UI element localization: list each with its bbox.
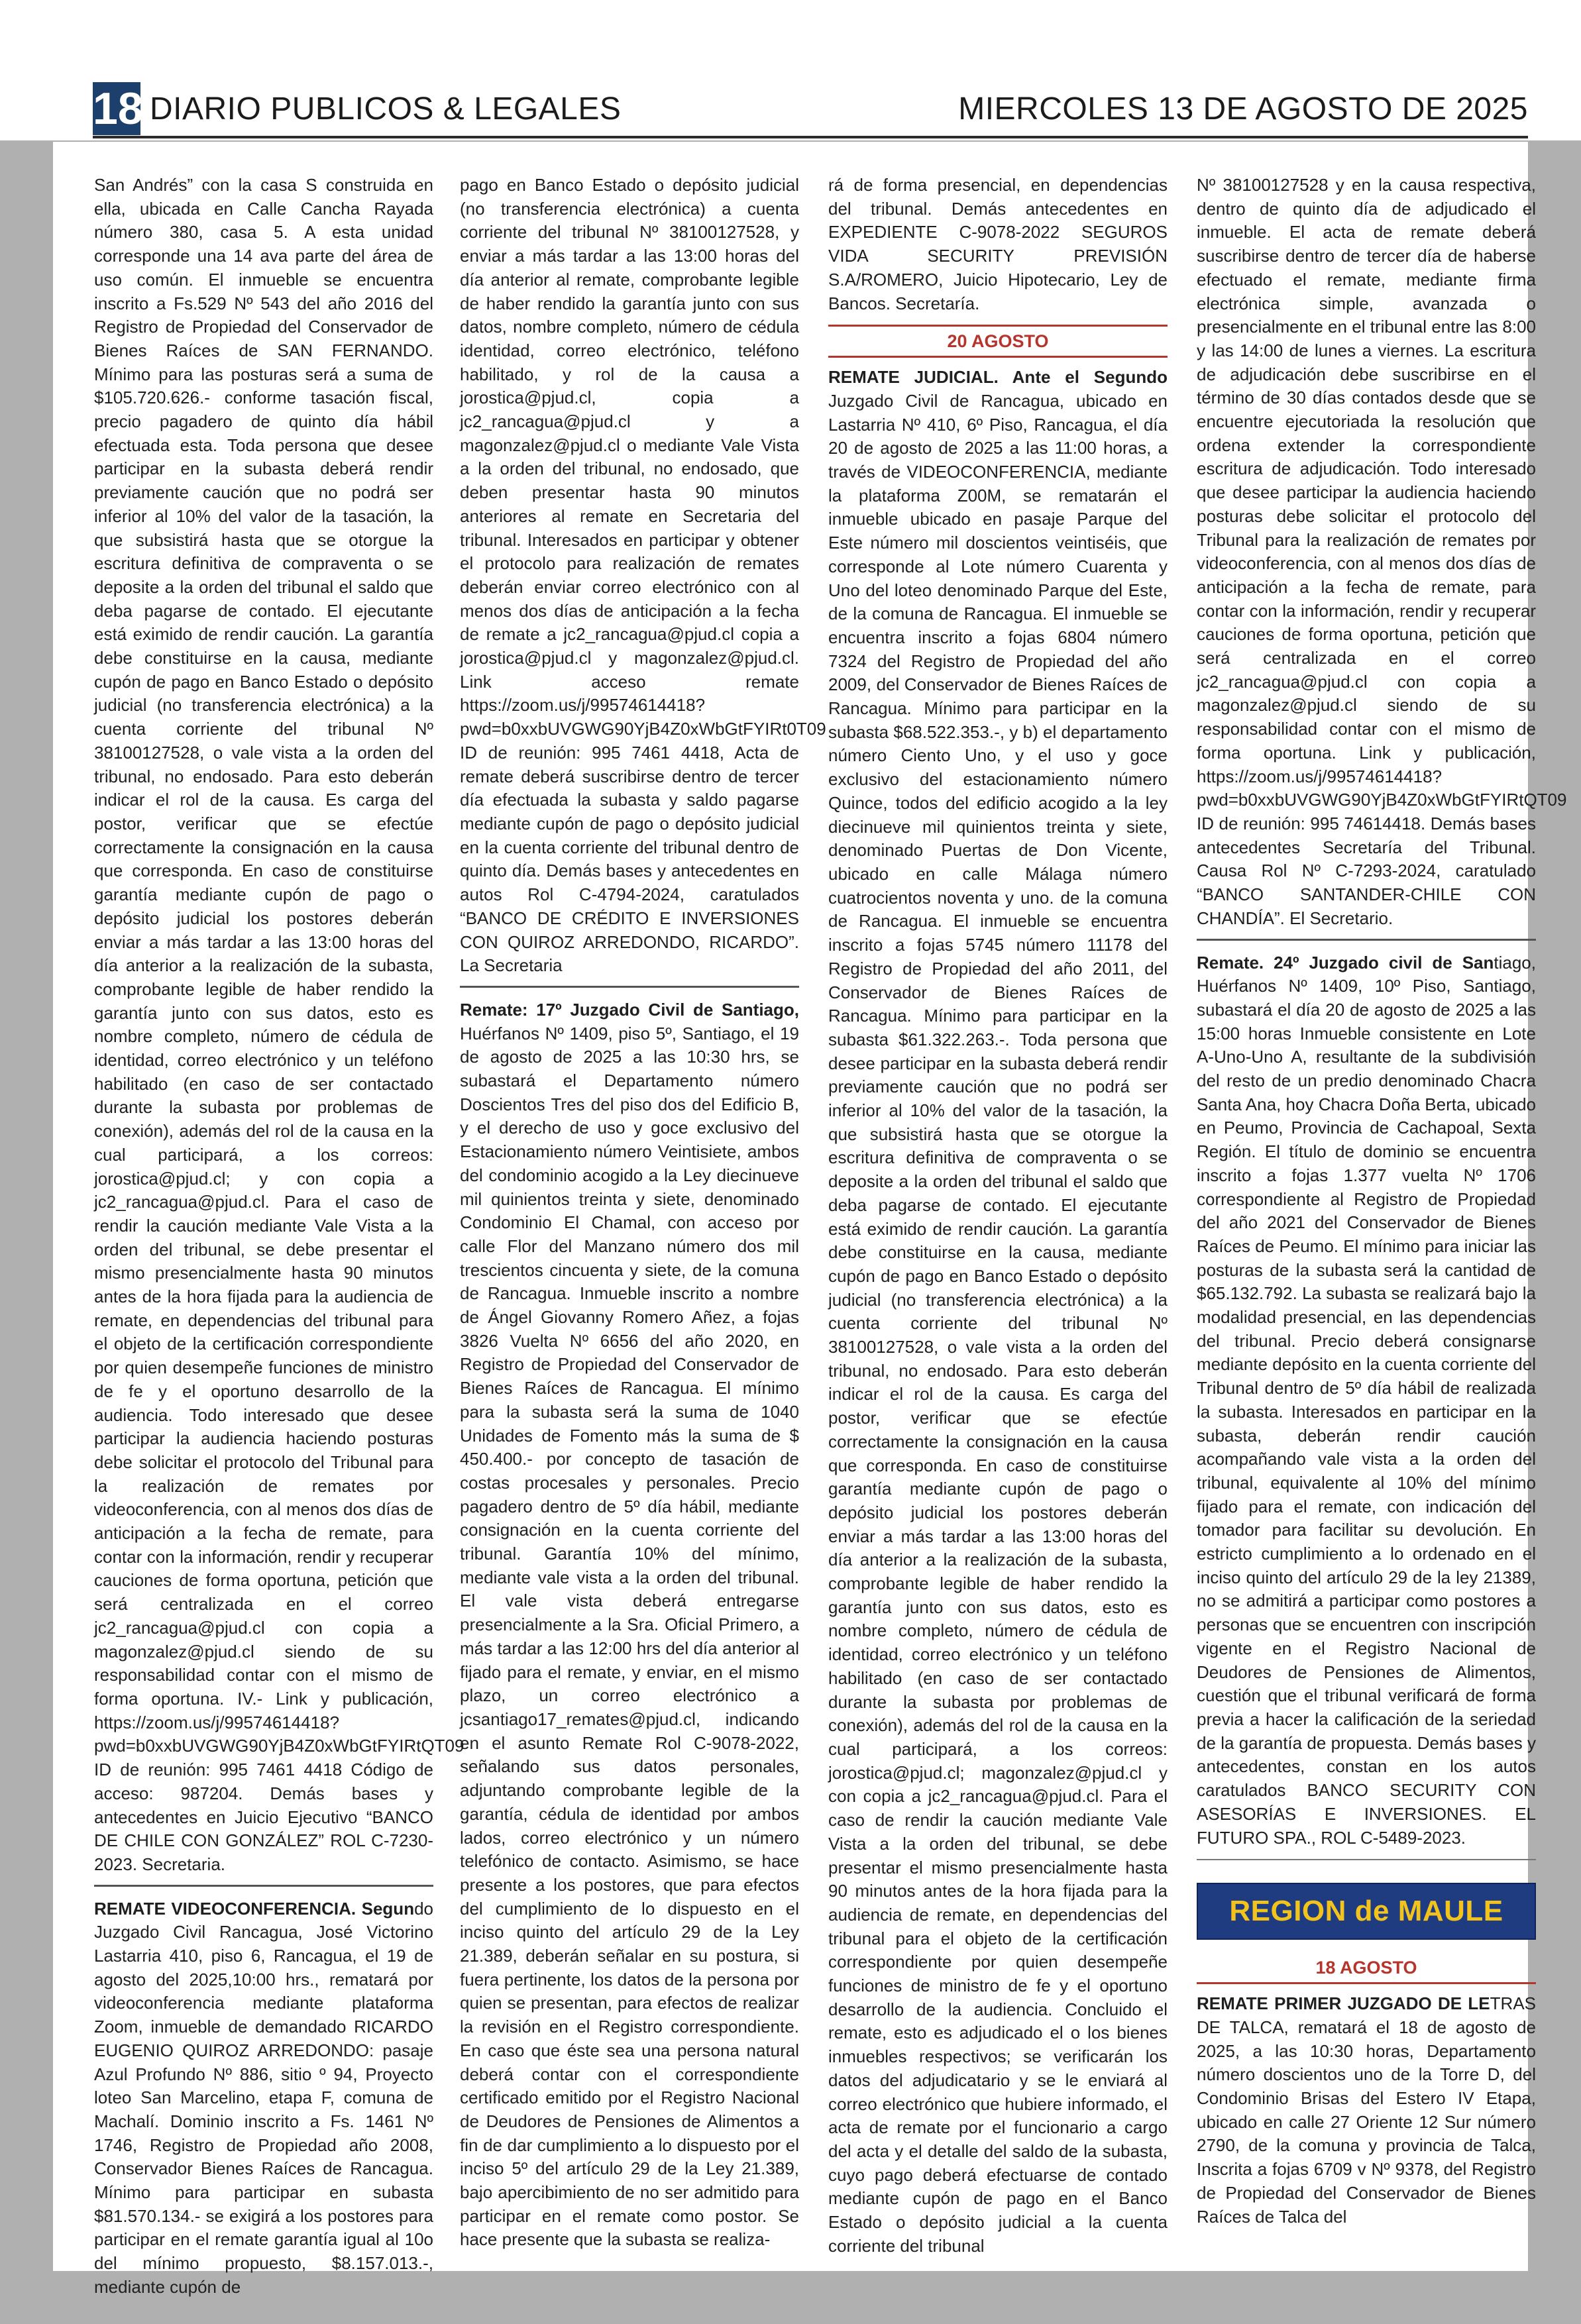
notice-text [94,1897,433,2299]
column-4 [1197,174,1567,2260]
notice-divider [1197,1859,1536,1860]
date-heading: 20 AGOSTO [947,331,1049,352]
notice-divider [94,1885,433,1887]
notice-text: pago en Banco Estado o depósito judicial (no transferencia electrónica) a cuenta corriente del tribunal Nº 38100127528, y enviar a más tardar a las 13:00 horas del día anterior al remate, comprobante legible de haber rendido la garantía junto con sus datos, nombre completo, número de cédula identidad, correo electrónico, teléfono habilitado, y rol de la causa a jorostica@pjud.cl, copia a jc2_rancagua@pjud.cl y a magonzalez@pjud.cl o mediante Vale Vista a la orden del tribunal, no endosado, que deben presentar hasta 90 minutos anteriores al remate en Secretaria del tribunal. Interesados en participar y obtener el protocolo para realización de remates deberán enviar correo electrónico con al menos dos días de anticipación a la fecha de remate a jc2_rancagua@pjud.cl copia a jorostica@pjud.cl y magonzalez@pjud.cl. Link acceso remate https://zoom.us/j/99574614418?pwd=b0xxbUVGWG90YjB4Z0xWbGtFYIRt0T09 ID de reunión: 995 7461 4418, Acta de remate deberá suscribirse dentro de tercer día efectuada la subasta y saldo pagarse mediante cupón de pago o depósito judicial en la cuenta corriente del tribunal dentro de quinto día. Demás bases y antecedentes en autos Rol C-4794-2024, caratulados “BANCO DE CRÉDITO E INVERSIONES CON QUIROZ ARREDONDO, RICARDO”. La Secretaria [460,175,826,976]
page-header [0,0,1581,140]
column-2 [460,174,826,2260]
notice-divider [1197,939,1536,941]
notice-text: San Andrés” con la casa S construida en ella, ubicada en Calle Cancha Rayada número 380, casa 5. A esta unidad corresponde una 14 ava parte del área de uso común. El inmueble se encuentra inscrito a Fs.529 Nº 543 del año 2016 del Registro de Propiedad del Conservador de Bienes Raíces de SAN FERNANDO. Mínimo para las posturas será a suma de $105.720.626.- conforme tasación fiscal, precio pagadero de quinto día hábil efectuada esta. Toda persona que desee participar en la subasta deberá rendir previamente caución que no podrá ser inferior al 10% del valor de la tasación, la que subsistirá hasta que se otorgue la escritura definitiva de compraventa o se deposite a la orden del tribunal el saldo que deba pagarse de contado. El ejecutante está eximido de rendir caución. La garantía debe constituirse en la causa, mediante cupón de pago en Banco Estado o depósito judicial (no transferencia electrónica) a la cuenta corriente del tribunal Nº 38100127528, o vale vista a la orden del tribunal, no endosado. Para esto deberán indicar el rol de la causa. Es carga del postor, verificar que se efectúe correctamente la consignación en la causa que corresponda. En caso de constituirse garantía mediante cupón de pago o depósito judicial los postores deberán enviar a más tardar a las 13:00 horas del día anterior a la realización de la subasta, comprobante legible de haber rendido la garantía junto con sus datos, esto es nombre completo, número de cédula de identidad, correo electrónico y un teléfono habilitado (en caso de ser contactado durante la subasta por problemas de conexión), además del rol de la causa en la cual participará, a los correos: jorostica@pjud.cl; y con copia a jc2_rancagua@pjud.cl. Para el caso de rendir la caución mediante Vale Vista a la orden del tribunal, se debe presentar el mismo presencialmente hasta 90 minutos antes de la hora fijada para la audiencia de remate, en dependencias del tribunal para el objeto de la certificación correspondiente por quien desempeñe funciones de ministro de fe y el oportuno desarrollo de la audiencia. Todo interesado que desee participar la audiencia haciendo posturas debe solicitar el protocolo del Tribunal para la realización de remates por videoconferencia, con al menos dos días de anticipación a la fecha de remate, para contar con la información, rendir y recuperar cauciones de forma oportuna, petición que será centralizada en el correo jc2_rancagua@pjud.cl con copia a magonzalez@pjud.cl siendo de su responsabilidad contar con el mismo de forma oportuna. IV.- Link y publicación, https://zoom.us/j/99574614418?pwd=b0xxbUVGWG90YjB4Z0xWbGtFYIRtQT09 ID de reunión: 995 7461 4418 Código de acceso: 987204. Demás bases y antecedentes en Juicio Ejecutivo “BANCO DE CHILE CON GONZÁLEZ” ROL C-7230-2023. Secretaria. [94,175,464,1874]
notice-divider [460,986,799,988]
region-banner [1197,1883,1536,1940]
notice-lead: Remate. 24º Juzgado civil de San [1197,952,1494,973]
notice-body: tiago, Huérfanos Nº 1409, 10º Piso, Santiago, subastará el día 20 de agosto de 2025 a las 15:00 horas Inmueble consistente en Lote A-Uno-Uno A, resultante de la subdivisión del resto de un predio denominado Chacra Santa Ana, hoy Chacra Doña Berta, ubicado en Peumo, Provincia de Cachapoal, Sexta Región. El título de dominio se encuentra inscrito a fojas 1.377 vuelta Nº 1706 correspondiente al Registro de Propiedad del año 2021 del Conservador de Bienes Raíces de Peumo. El mínimo para iniciar las posturas de la subasta será la cantidad de $65.132.792. La subasta se realizará bajo la modalidad presencial, en las dependencias del tribunal. Precio deberá consignarse mediante depósito en la cuenta corriente del Tribunal dentro de 5º día hábil de realizada la subasta. Interesados en participar en la subasta, deberán rendir caución acompañando vale vista a la orden del tribunal, equivalente al 10% del mínimo fijado para el remate, con indicación del tomador para facilitar su devolución. En estricto cumplimiento a lo ordenado en el inciso quinto del artículo 29 de la ley 21389, no se admitirá a participar como postores a personas que se encuentren con inscripción vigente en el Registro Nacional de Deudores de Pensiones de Alimentos, cuestión que el tribunal verificará de forma previa a hacer la calificación de la seriedad de la garantía de propuesta. Demás bases y antecedentes, constan en los autos caratulados BANCO SECURITY CON ASESORÍAS E INVERSIONES. EL FUTURO SPA., ROL C-5489-2023. [1197,952,1536,1848]
page-number: 18 [93,83,143,134]
notice-body: TRAS DE TALCA, rematará el 18 de agosto de 2025, a las 10:30 horas, Departamento número doscientos uno de la Torre D, del Condominio Brisas del Estero IV Etapa, ubicado en calle 27 Oriente 12 Sur número 2790, de la comuna y provincia de Talca, Inscrita a fojas 6709 v Nº 9378, del Registro de Propiedad del Conservador de Bienes Raíces de Talca del [1197,1993,1536,2227]
column-1 [94,174,464,2297]
notice-lead: REMATE PRIMER JUZGADO DE LE [1197,1993,1490,2014]
notice-lead: Remate: 17º Juzgado Civil de Santiago, [460,999,799,1020]
publication-name: DIARIO PUBLICOS & LEGALES [150,91,622,127]
notice-text [1197,1992,1536,2229]
date-heading: 18 AGOSTO [1315,1958,1417,1978]
notice-lead: REMATE JUDICIAL. Ante el Segundo [828,367,1168,388]
notice-lead: REMATE VIDEOCONFERENCIA. Segun [94,1898,415,1919]
notice-text [828,366,1168,2258]
notice-text: Nº 38100127528 y en la causa respectiva, dentro de quinto día de adjudicado el inmueble. El acta de remate deberá suscribirse dentro de tercer día de haberse efectuado el remate, mediante firma electrónica simple, avanzada o presencialmente en el tribunal entre las 8:00 y las 14:00 de lunes a viernes. La escritura de adjudicación debe suscribirse en el término de 30 días contados desde que se encuentre ejecutoriada la resolución que ordena extender la correspondiente escritura de adjudicación. Todo interesado que desee participar la audiencia haciendo posturas debe solicitar el protocolo del Tribunal para la realización de remates por videoconferencia, con al menos dos días de anticipación a la fecha de remate, para contar con la información, rendir y recuperar cauciones de forma oportuna, petición que será centralizada en el correo jc2_rancagua@pjud.cl con copia a magonzalez@pjud.cl siendo de su responsabilidad contar con el mismo de forma oportuna. Link y publicación, https://zoom.us/j/99574614418?pwd=b0xxbUVGWG90YjB4Z0xWbGtFYIRtQT09 ID de reunión: 995 74614418. Demás bases antecedentes Secretaría del Tribunal. Causa Rol Nº C-7293-2024, caratulado “BANCO SANTANDER-CHILE CON CHANDÍA”. El Secretario. [1197,175,1567,928]
header-rule [93,136,1528,138]
notice-text [1197,951,1536,1850]
region-title: REGION de MAULE [1229,1895,1503,1928]
notice-text: rá de forma presencial, en dependencias del tribunal. Demás antecedentes en EXPEDIENTE C-9078-2022 SEGUROS VIDA SECURITY PREVISIÓN S.A/ROMERO, Juicio Hipotecario, Ley de Bancos. Secretaría. [828,175,1168,313]
publication-date: MIERCOLES 13 DE AGOSTO DE 2025 [958,91,1528,127]
column-3 [828,174,1168,2260]
notice-text [460,998,799,2252]
notice-body: do Juzgado Civil Rancagua, José Victorino Lastarria 410, piso 6, Rancagua, el 19 de agosto del 2025,10:00 hrs., rematará por videoconferencia mediante plataforma Zoom, inmueble de demandado RICARDO EUGENIO QUIROZ ARREDONDO: pasaje Azul Profundo Nº 886, sitio º 94, Proyecto loteo San Marcelino, etapa F, comuna de Machalí. Dominio inscrito a Fs. 1461 Nº 1746, Registro de Propiedad año 2008, Conservador Bienes Raíces de Rancagua. Mínimo para participar en subasta $81.570.134.- se exigirá a los postores para participar en el remate garantía igual al 10o del mínimo propuesto, $8.157.013.-, mediante cupón de [94,1898,433,2297]
page-content [53,142,1567,2297]
notice-body: Huérfanos Nº 1409, piso 5º, Santiago, el 19 de agosto de 2025 a las 10:30 hrs, se subastará el Departamento número Doscientos Tres del piso dos del Edificio B, y el derecho de uso y goce exclusivo del Estacionamiento número Veintisiete, ambos del condominio acogido a la Ley diecinueve mil quinientos treinta y siete, denominado Condominio El Chamal, con acceso por calle Flor del Manzano número dos mil trescientos cincuenta y siete, de la comuna de Rancagua. Inmueble inscrito a nombre de Ángel Giovanny Romero Añez, a fojas 3826 Vuelta Nº 6656 del año 2020, en Registro de Propiedad del Conservador de Bienes Raíces de Rancagua. El mínimo para la subasta será la suma de 1040 Unidades de Fomento más la suma de $ 450.400.- por concepto de tasación de costas procesales y personales. Precio pagadero dentro de 5º día hábil, mediante consignación en la cuenta corriente del tribunal. Garantía 10% del mínimo, mediante vale vista a la orden del tribunal. El vale vista deberá entregarse presencialmente a la Sra. Oficial Primero, a más tardar a las 12:00 hrs del día anterior al fijado para el remate, y enviar, en el mismo plazo, un correo electrónico a jcsantiago17_remates@pjud.cl, indicando en el asunto Remate Rol C-9078-2022, señalando sus datos personales, adjuntando comprobante legible de la garantía, cédula de identidad por ambos lados, correo electrónico y un número telefónico de contacto. Asimismo, se hace presente a los postores, que para efectos del cumplimiento de lo dispuesto en el inciso quinto del artículo 29 de la Ley 21.389, deberán señalar en su postura, si fuera pertinente, los datos de la persona por quien se presentan, para efectos de realizar la revisión en el Registro correspondiente. En caso que éste sea una persona natural deberá contar con el correspondiente certificado emitido por el Registro Nacional de Deudores de Pensiones de Alimentos a fin de dar cumplimiento a lo dispuesto por el inciso 5º del artículo 29 de la Ley 21.389, bajo apercibimiento de no ser admitido para participar en el remate como postor. Se hace presente que la subasta se realiza- [460,1023,799,2250]
notice-body: Juzgado Civil de Rancagua, ubicado en Lastarria Nº 410, 6º Piso, Rancagua, el día 20 de agosto de 2025 a las 11:00 horas, a través de VIDEOCONFERENCIA, mediante la plataforma Z00M, se rematarán el inmueble ubicado en pasaje Parque del Este número mil doscientos veintiséis, que corresponde al Lote número Cuarenta y Uno del loteo denominado Parque del Este, de la comuna de Rancagua. El inmueble se encuentra inscrito a fojas 6804 número 7324 del Registro de Propiedad del año 2009, del Conservador de Bienes Raíces de Rancagua. Mínimo para participar en la subasta $68.522.353.-, y b) el departamento número Ciento Uno, y el uso y goce exclusivo del estacionamiento número Quince, todos del edificio acogido a la ley diecinueve mil quinientos treinta y siete, denominado Puertas de Don Vicente, ubicado en calle Málaga número cuatrocientos noventa y uno. de la comuna de Rancagua. El inmueble se encuentra inscrito a fojas 5745 número 11178 del Registro de Propiedad del año 2011, del Conservador de Bienes Raíces de Rancagua. Mínimo para participar en la subasta $61.322.263.-. Toda persona que desee participar en la subasta deberá rendir previamente caución que no podrá ser inferior al 10% del valor de la tasación, la que subsistirá hasta que se otorgue la escritura definitiva de compraventa o se deposite a la orden del tribunal el saldo que deba pagarse de contado. El ejecutante está eximido de rendir caución. La garantía debe constituirse en la causa, mediante cupón de pago en Banco Estado o depósito judicial (no transferencia electrónica) a la cuenta corriente del tribunal Nº 38100127528, o vale vista a la orden del tribunal, no endosado. Para esto deberán indicar el rol de la causa. Es carga del postor, verificar que se efectúe correctamente la consignación en la causa que corresponda. En caso de constituirse garantía mediante cupón de pago o depósito judicial los postores deberán enviar a más tardar a las 13:00 horas del día anterior a la realización de la subasta, comprobante legible de haber rendido la garantía junto con sus datos, esto es nombre completo, número de cédula de identidad, correo electrónico y un teléfono habilitado (en caso de ser contactado durante la subasta por problemas de conexión), además del rol de la causa en la cual participará, a los correos: jorostica@pjud.cl; magonzalez@pjud.cl y con copia a jc2_rancagua@pjud.cl. Para el caso de rendir la caución mediante Vale Vista a la orden del tribunal, se debe presentar el mismo presencialmente hasta 90 minutos antes de la hora fijada para la audiencia de remate, en dependencias del tribunal para el objeto de la certificación correspondiente por quien desempeñe funciones de ministro de fe y el oportuno desarrollo de la audiencia. Concluido el remate, esto es adjudicado el o los bienes inmuebles respectivos; se verificarán los datos del adjudicatario y se le enviará al correo electrónico que hubiere informado, el acta de remate por el funcionario a cargo del acta y el detalle del saldo de la subasta, cuyo pago deberá efectuarse de contado mediante cupón de pago en el Banco Estado o depósito judicial a la cuenta corriente del tribunal [828,390,1168,2256]
date-rule [828,356,1168,358]
date-rule [1197,1982,1536,1984]
